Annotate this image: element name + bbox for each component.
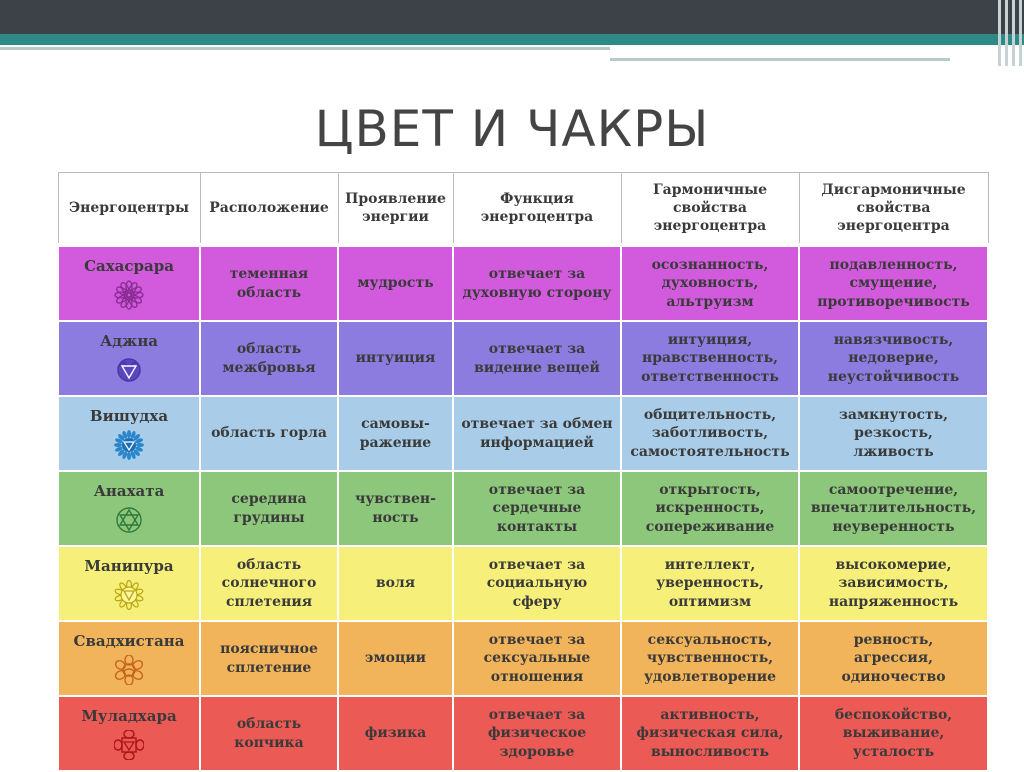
slide-title: ЦВЕТ И ЧАКРЫ [314,100,710,158]
chakra-name: Манипура [84,556,174,575]
harmonious-cell: интуиция, нравственность, ответственность [621,321,799,396]
chakra-name-cell [58,546,200,621]
heart-chakra-icon [114,505,144,535]
table-row [58,471,988,546]
function-cell: отвечает за сердечные контакты [453,471,621,546]
energy-cell: мудрость [338,245,453,321]
location-cell: теменная область [200,245,338,321]
energy-cell: эмоции [338,621,453,696]
table-row [58,696,988,771]
disharmonious-cell: ревность, агрессия, одиночество [799,621,988,696]
header-disharmonious: Дисгармоничные свойства энергоцентра [799,173,988,246]
table-row [58,245,988,321]
harmonious-cell: активность, физическая сила, выносливость [621,696,799,771]
disharmonious-cell: подавленность, смущение, противоречивость [799,245,988,321]
chakra-name: Муладхара [81,706,177,725]
disharmonious-cell: самоотречение, впечатлительность, неуверенность [799,471,988,546]
header-location: Расположение [200,173,338,246]
harmonious-cell: открытость, искренность, сопереживание [621,471,799,546]
disharmonious-cell: высокомерие, зависимость, напряженность [799,546,988,621]
harmonious-cell: общительность, заботливость, самостоятельность [621,396,799,471]
chakra-name: Анахата [93,481,165,500]
chakra-table [57,172,989,772]
harmonious-cell: сексуальность, чувственность, удовлетворение [621,621,799,696]
location-cell: область копчика [200,696,338,771]
location-cell: область солнечного сплетения [200,546,338,621]
root-chakra-icon [114,730,144,760]
top-bar-dark [0,0,1024,34]
top-bar-stripe [0,47,610,50]
table-header-row [58,173,988,246]
chakra-name: Вишудха [89,406,169,425]
disharmonious-cell: навязчивость, недоверие, неустойчивость [799,321,988,396]
location-cell: область межбровья [200,321,338,396]
table-row [58,396,988,471]
chakra-name-cell [58,621,200,696]
throat-chakra-icon [114,430,144,460]
top-bar-teal [0,34,1024,45]
function-cell: отвечает за социальную сферу [453,546,621,621]
lotus-icon [114,280,144,310]
top-bar-stripe [610,58,950,61]
chakra-name: Сахасрара [84,256,174,275]
header-harmonious: Гармоничные свойства энергоцентра [621,173,799,246]
function-cell: отвечает за обмен информацией [453,396,621,471]
location-cell: середина грудины [200,471,338,546]
energy-cell: физика [338,696,453,771]
function-cell: отвечает за сексуальные отношения [453,621,621,696]
chakra-name-cell [58,321,200,396]
disharmonious-cell: замкнутость, резкость, лживость [799,396,988,471]
location-cell: область горла [200,396,338,471]
energy-cell: интуиция [338,321,453,396]
disharmonious-cell: беспокойство, выживание, усталость [799,696,988,771]
table-row [58,621,988,696]
header-energy-centers: Энергоцентры [58,173,200,246]
chakra-name-cell [58,471,200,546]
function-cell: отвечает за видение вещей [453,321,621,396]
header-energy-manifestation: Проявление энергии [338,173,453,246]
third-eye-icon [114,355,144,385]
function-cell: отвечает за физическое здоровье [453,696,621,771]
location-cell: поясничное сплетение [200,621,338,696]
header-function: Функция энергоцентра [453,173,621,246]
table-row [58,546,988,621]
table-row [58,321,988,396]
harmonious-cell: осознанность, духовность, альтруизм [621,245,799,321]
energy-cell: чувствен- ность [338,471,453,546]
chakra-name: Свадхистана [73,631,185,650]
energy-cell: воля [338,546,453,621]
harmonious-cell: интеллект, уверенность, оптимизм [621,546,799,621]
function-cell: отвечает за духовную сторону [453,245,621,321]
sacral-chakra-icon [114,655,144,685]
chakra-name-cell [58,396,200,471]
chakra-name-cell [58,696,200,771]
solar-plexus-icon [114,580,144,610]
chakra-name: Аджна [99,331,159,350]
energy-cell: самовы- ражение [338,396,453,471]
corner-decoration [996,0,1024,66]
chakra-name-cell [58,245,200,321]
